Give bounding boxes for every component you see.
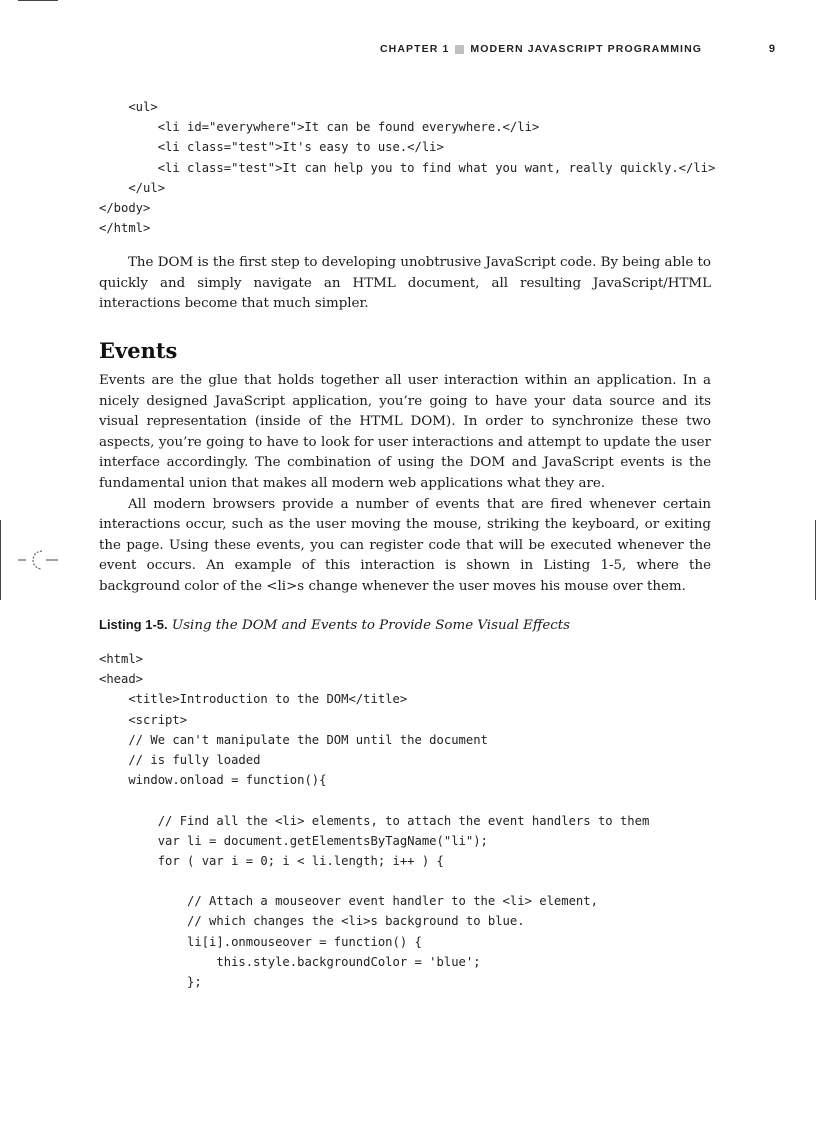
code-line: <title>Introduction to the DOM</title> [99,692,408,707]
header-separator-icon [455,45,464,54]
code-line: this.style.backgroundColor = 'blue'; [99,954,481,969]
paragraph-dom-summary: The DOM is the first step to developing unobtrusive JavaScript code. By being able to quickly and simply navigate an HTML document, all resulting JavaScript/HTML interactions become that much simpler. [99,255,711,312]
code-line: var li = document.getElementsByTagName("li"); [99,833,488,848]
code-line: // We can't manipulate the DOM until the document [99,732,488,747]
code-line: // Find all the <li> elements, to attach the event handlers to them [99,813,650,828]
code-line: <li class="test">It can help you to find what you want, really quickly.</li> [99,160,716,175]
page-number: 9 [768,43,775,55]
code-block-listing [99,649,649,992]
dom-paragraph-block [99,253,711,315]
listing-caption [99,617,570,633]
code-line [99,790,649,810]
running-header [380,43,775,55]
code-line: li[i].onmouseover = function() { [99,934,422,949]
registration-mark-icon [18,548,62,572]
chapter-label: CHAPTER 1 [380,43,450,55]
code-line: <li class="test">It's easy to use.</li> [99,140,444,155]
code-line: </body> [99,200,151,215]
listing-title: Using the DOM and Events to Provide Some Visual Effects [171,618,571,633]
code-line: </ul> [99,180,166,195]
crop-mark-left [0,520,1,600]
code-line: for ( var i = 0; i < li.length; i++ ) { [99,853,444,868]
chapter-title: MODERN JAVASCRIPT PROGRAMMING [470,43,703,55]
code-block-top [99,97,715,238]
code-line: window.onload = function(){ [99,773,327,788]
code-line: // is fully loaded [99,752,261,767]
code-line: // Attach a mouseover event handler to the <li> element, [99,894,598,909]
code-line: <html> [99,652,144,666]
code-line: // which changes the <li>s background to blue. [99,914,525,929]
code-line [99,871,649,891]
code-line: </html> [99,221,151,236]
events-section-body [99,371,711,598]
code-line: <head> [99,672,144,687]
section-heading-events: Events [99,338,178,363]
code-line: <script> [99,712,188,727]
code-line: <li id="everywhere">It can be found everywhere.</li> [99,120,540,135]
paragraph-events-browsers: All modern browsers provide a number of events that are fired whenever certain interactions occur, such as the user moving the mouse, striking the keyboard, or exiting the page. Using these events, you can register code that will be executed whenever the event occurs. An example of this interaction is shown in Listing 1-5, where the background color of the <li>s change whenever the user moves his mouse over them. [99,496,711,594]
paragraph-events-intro: Events are the glue that holds together all user interaction within an application. In a nicely designed JavaScript application, you’re going to have your data source and its visual representation (inside of the HTML DOM). In order to synchronize these two aspects, you’re going to have to look for user interactions and attempt to update the user interface accordingly. The combination of using the DOM and JavaScript events is the fundamental union that makes all modern web applications what they are. [99,373,711,491]
code-line: <ul> [99,100,158,114]
crop-mark-top [18,0,58,1]
code-line: }; [99,975,202,989]
listing-label: Listing 1-5. [99,617,168,632]
